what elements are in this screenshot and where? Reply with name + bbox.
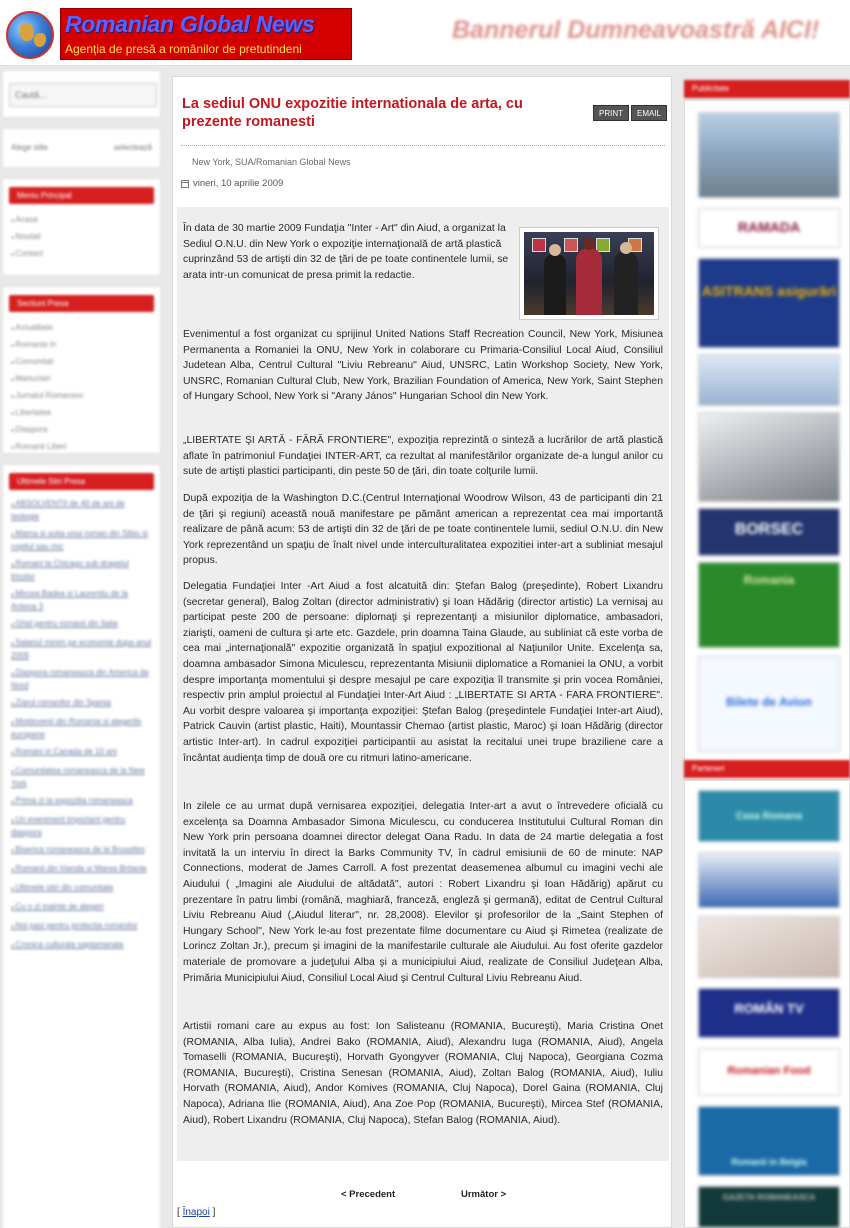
site-header <box>0 0 850 66</box>
site-select-value: selectează <box>113 143 152 152</box>
right-sidebar <box>684 76 850 1228</box>
article-paragraph: Evenimentul a fost organizat cu sprijinul United Nations Staff Recreation Council, New York, Misiunea Permanenta a Romaniei la ONU, New York in colaborare cu Primaria-Consiliul Local Aiud, Consiliul Judetean Alba, Centrul Cultural "Liviu Rebreanu" Aiud, UNSRC, Latin Workshop Society, New York, UNSRC, Romanian Cultural Club, New York, Brazilian Foundation of America, New York, Saint Stephen of Hungary School, New York si "Arany János" Hungarian School din New York. <box>183 329 663 403</box>
latest-news <box>2 464 161 1228</box>
back-link[interactable]: Înapoi <box>182 1207 210 1218</box>
article-paragraph: „LIBERTATE ŞI ARTĂ - FĂRĂ FRONTIERE", expoziţia reprezintă o sinteză a lucrărilor de artă plastică aflate în patrimoniul Fundaţiei INTER-ART, ca rezultat al manifestărilor organizate de-a lungul anilor cu sute de artişti plastici participanti, din peste 50 de ţări, din toate colţurile lumii. <box>183 435 663 478</box>
search-input[interactable] <box>9 83 157 107</box>
logo-title: Romanian Global News <box>65 11 315 37</box>
section-item[interactable]: ■ Romanii Liberi <box>11 439 152 456</box>
section-item[interactable]: ■ Diaspora <box>11 422 152 439</box>
main-menu <box>2 178 161 276</box>
news-link[interactable]: ■ Ultimele stiri din comunitate <box>11 882 152 895</box>
news-link[interactable]: ■ Ziarul romanilor din Spania <box>11 697 152 710</box>
news-link[interactable]: ■ Noi pasi pentru protectia romanilor <box>11 920 152 933</box>
article-paragraph: Delegatia Fundaţiei Inter -Art Aiud a fost alcatuită din: Ştefan Balog (preşedinte), Robert Lixandru (secretar general), Balog Zoltan (director administrativ) şi Ioan Hădărig (director artistic) La vernisaj au participat peste 200 de persoane: diplomaţi şi reprezentanţi a misiunilor diplomatice, ambasadori, ziarişti, oameni de cultura şi arte etc. Gazdele, prin doamna Taina Glaude, au subliniat că este vorba de cea mai „internaţională" expozitie organizată în spaţiul expozitional al Naţiunilor Unite. Excelenţa sa, doamna ambasador Simona Miculescu, reprezentanta Misiunii diplomatice a Romaniei la ONU, a vorbit despre importanţa momentului şi despre mesajul pe care expoziţia îl transmite şi prin vocea României, respectiv prin amplul proiectul al Fundaţiei Inter-Art Aiud : „LIBERTATE SI ARTA - FARA FRONTIERE". Au vorbit despre valoarea şi importanţa expoziţiei: Ştefan Balog (preşedintele Fundaţiei Inter-art Aiud), Patrick Cauvin (artist plastic, Haiti), Mountassir Chemao (artist plastic, Maroc) şi Ioan Hădărig (director artistic Inter-art). In cadrul expoziţiei participantii au asistat la recitalui unei trupe braziliene care a încântat audienţa timp de două ore cu ritmuri latino-americane. <box>183 581 663 764</box>
section-item[interactable]: ■ Marturisiri <box>11 371 152 388</box>
news-link[interactable]: ■ Prima zi la expozitia romaneasca <box>11 795 152 808</box>
ad-building[interactable] <box>698 112 840 198</box>
latest-news-title: Ultimele Stiri Presa <box>9 473 154 490</box>
news-link[interactable]: ■ Comunitatea romaneasca de la New York <box>11 765 152 789</box>
menu-item[interactable]: ■ Noutati <box>11 229 152 246</box>
section-item[interactable]: ■ Actualitate <box>11 320 152 337</box>
article-date-text: vineri, 10 aprilie 2009 <box>193 178 284 189</box>
news-link[interactable]: ■ Un eveniment important pentru diaspora <box>11 814 152 838</box>
left-sidebar <box>0 70 165 1228</box>
main-menu-title: Meniu Principal <box>9 187 154 204</box>
news-link[interactable]: ■ Romani in Canada de 10 ani <box>11 746 152 759</box>
section-item[interactable]: ■ Jurnalul Romanesc <box>11 388 152 405</box>
partner-ad[interactable]: GAZETA ROMANEASCA <box>698 1186 840 1228</box>
back-bracket-open: [ <box>177 1207 183 1218</box>
partner-ad[interactable]: ROMÂN TV <box>698 988 840 1038</box>
header-banner[interactable]: Bannerul Dumneavoastră AICI! <box>452 16 820 44</box>
sections-menu <box>2 286 161 454</box>
news-link[interactable]: ■ Mama si sotia unui roman din Sibiu si copilul sau mic <box>11 528 152 552</box>
partner-ad[interactable] <box>698 916 840 978</box>
article-paragraph: In zilele ce au urmat după vernisarea expoziţiei, delegatia Inter-art a avut o întrevedere oficială cu excelenţa sa Doamna Ambasador Simona Miculescu, cu conducerea Institutului Cultural Roman din New York prin persoana doamnei director delegat Oana Radu. In data de 24 martie delegatia a fost invitată la un interviu în direct la Barks Community TV, în cadrul emisiunii de 60 de minute: NAP Connections, moderat de James Carroll. A fost prezentat deasemenea albumul cu imagini vechi ale Aiudului ( „Imagini ale Aiudului de altădată", autori : Robert Lixandru şi Ioan Hădărig) apărut cu prezentare în patru limbi (română, maghiară, franceză, engleză şi germană), editat de Centrul Cultural Liviu Rebreanu Aiud („Aiudul literar", nr. 28,2008). Elevilor şi profesorilor de la „Saint Stephen of Hungary School", New York le-au fost prezentate filme documentare cu Aiud şi Rimetea (realizate de Lorincz Zoltan Jr.), precum şi imagini de la manifestarile culturale ale Aiudului. Au fost oferite gazdelor materiale de promovare a judeţului Alba şi a municipiului Aiud, realizate de Consiliul Judeţean Alba, Primăria Municipiului Aiud, Consiliul Local Aiud şi Centrul Cultural Liviu Rebreanu Aiud. <box>183 801 663 984</box>
site-select[interactable] <box>2 128 161 168</box>
globe-logo-icon[interactable] <box>6 11 54 59</box>
section-item[interactable]: ■ Romania In <box>11 337 152 354</box>
site-logo[interactable] <box>60 8 352 60</box>
ad-flights[interactable]: Bilete de Avion <box>698 656 840 752</box>
news-link[interactable]: ■ Mircea Badea si Laurentiu de la Antena 3 <box>11 588 152 612</box>
section-item[interactable]: ■ Comunitati <box>11 354 152 371</box>
ad-borsec[interactable]: BORSEC <box>698 508 840 556</box>
section-item[interactable]: ■ Libertatea <box>11 405 152 422</box>
article-body <box>177 207 669 1161</box>
sections-title: Sectiuni Presa <box>9 295 154 312</box>
ad-romania[interactable]: Romania <box>698 562 840 648</box>
ad-skyline[interactable] <box>698 354 840 406</box>
email-button[interactable]: EMAIL <box>631 105 667 121</box>
news-link[interactable]: ■ Biserica romaneasca de la Bruxelles <box>11 844 152 857</box>
calendar-icon <box>181 180 189 188</box>
news-link[interactable]: ■ Cu o zi inainte de alegeri <box>11 901 152 914</box>
next-article-link[interactable]: Următor > <box>461 1189 507 1200</box>
article-title: La sediul ONU expozitie internationala de arta, cu prezente romanesti <box>182 96 523 130</box>
article-paragraph: După expoziţia de la Washington D.C.(Centrul Internaţional Woodrow Wilson, 43 de participanti din 21 de ţări şi regiuni) această nouă manifestare pe pământ american a reprezentat cea mai importantă realizare de până acum: 53 de artişti din 32 de ţări de pe toate continentele lumii, sediul O.N.U. din New York reprezentând un spaţiu de înalt nivel unde interculturalitatea expozitiei inter-art a subliniat mesajul propus. <box>183 493 663 567</box>
news-link[interactable]: ■ Moldovenii din Romania si alegerile europene <box>11 716 152 740</box>
partner-ad[interactable]: Casa Romana <box>698 790 840 842</box>
partner-ad[interactable]: Romanii in Belgia <box>698 1106 840 1176</box>
partner-ad[interactable] <box>698 852 840 908</box>
previous-article-link[interactable]: < Precedent <box>341 1189 396 1200</box>
news-link[interactable]: ■ Cronica culturala saptamanala <box>11 939 152 952</box>
news-link[interactable]: ■ Salariul minim pe economie dupa anul 2009 <box>11 637 152 661</box>
partners-title: Parteneri <box>684 760 850 778</box>
menu-item[interactable]: ■ Contact <box>11 246 152 263</box>
news-link[interactable]: ■ Romani la Chicago sub drapelul tricolor <box>11 558 152 582</box>
article-byline: New York, SUA/Romanian Global News <box>192 157 351 167</box>
ad-ramada[interactable]: RAMADA <box>698 208 840 248</box>
ads-title: Publicitate <box>684 80 850 98</box>
site-select-label: Alege sitle <box>11 143 48 152</box>
partner-ad[interactable]: Romanian Food <box>698 1048 840 1096</box>
news-link[interactable]: ■ Romanii din Irlanda si Marea Britanie <box>11 863 152 876</box>
menu-item[interactable]: ■ Acasa <box>11 212 152 229</box>
back-bracket-close: ] <box>209 1207 216 1218</box>
article-paragraph: În data de 30 martie 2009 Fundaţia "Inter - Art" din Aiud, a organizat la Sediul O.N.U. din New York o expoziţie internaţională de artă plastică cuprinzând 53 de artişti din 32 de ţări de pe toate continentele lumii, se arata intr-un comunicat de presa primit la redactie. <box>183 223 509 281</box>
divider <box>181 145 665 146</box>
ad-asitrans[interactable]: ASITRANS asigurări <box>698 258 840 348</box>
print-button[interactable]: PRINT <box>593 105 629 121</box>
article-paragraph: Artistii romani care au expus au fost: Ion Salisteanu (ROMANIA, Bucureşti), Maria Cristina Onet (ROMANIA, Alba Iulia), Andrei Bako (ROMANIA, Aiud), Alexandru Iuga (ROMANIA, Aiud), Angela Tomaselli (ROMANIA, Bucureşti), Horvath Gyongyver (ROMANIA, Cluj Napoca), Georgiana Cozma (ROMANIA, Bucureşti), Cristina Senesan (ROMANIA, Aiud), Zoltan Balog (ROMANIA, Aiud), Iuliu Horvath (ROMANIA, Aiud), Andor Komives (ROMANIA, Cluj Napoca), Dorel Gaina (ROMANIA, Cluj Napoca), Adriana Ilie (ROMANIA, Aiud), Ana Zoe Pop (ROMANIA, Bucureşti), Mircea Stef (ROMANIA, Aiud), Robert Lixandru (ROMANIA, Cluj Napoca), Stefan Balog (ROMANIA, Aiud). <box>183 1021 663 1126</box>
logo-subtitle: Agenția de presă a românilor de pretutindeni <box>65 42 302 56</box>
news-link[interactable]: ■ Diaspora romaneasca din America de Nord <box>11 667 152 691</box>
article-photo[interactable] <box>519 227 659 320</box>
ad-photo[interactable] <box>698 412 840 502</box>
article-panel <box>172 76 672 1228</box>
search-box <box>2 70 161 118</box>
news-link[interactable]: ■ ABSOLVENTII de 40 de ani de teologie <box>11 498 152 522</box>
back-link-wrapper <box>177 1207 215 1218</box>
news-link[interactable]: ■ Ghid pentru romanii din Italia <box>11 618 152 631</box>
article-date <box>181 178 283 189</box>
